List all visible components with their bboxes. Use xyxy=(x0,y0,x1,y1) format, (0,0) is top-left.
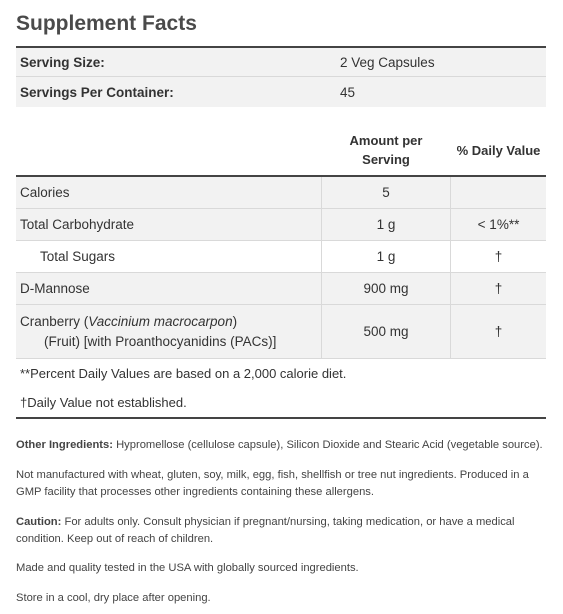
nutrient-amount: 900 mg xyxy=(321,273,451,304)
cranberry-name-line1 xyxy=(20,312,237,332)
allergen-statement: Not manufactured with wheat, gluten, soy, milk, egg, fish, shellfish or tree nut ingredients. Produced in a GMP facility that processes other ingredients containing these allergens. xyxy=(16,469,529,498)
nutrient-row-total-carbohydrate xyxy=(16,209,546,241)
nutrient-name xyxy=(20,305,325,358)
supplement-facts-title: Supplement Facts xyxy=(16,12,197,35)
caution-statement xyxy=(16,514,548,548)
made-in-usa-statement: Made and quality tested in the USA with globally sourced ingredients. xyxy=(16,562,359,574)
other-ingredients-text: Hypromellose (cellulose capsule), Silicon Dioxide and Stearic Acid (vegetable source). xyxy=(112,439,543,451)
other-ingredients xyxy=(16,437,548,454)
servings-per-container-label: Servings Per Container: xyxy=(20,84,174,100)
serving-size-value: 2 Veg Capsules xyxy=(340,54,435,70)
nutrient-row-cranberry xyxy=(16,305,546,359)
footnote-rule xyxy=(16,417,546,419)
serving-size-row xyxy=(16,48,546,77)
nutrient-dv: † xyxy=(494,281,503,296)
caution-text: For adults only. Consult physician if pregnant/nursing, taking medication, or have a medical condition. Keep out of reach of children. xyxy=(16,516,515,545)
nutrient-row-total-sugars xyxy=(16,241,546,273)
nutrient-row-d-mannose xyxy=(16,273,546,305)
nutrient-name: Total Sugars xyxy=(40,249,116,264)
cranberry-prefix: Cranberry ( xyxy=(20,313,89,329)
cranberry-suffix: ) xyxy=(232,313,238,329)
servings-per-container-row xyxy=(16,77,546,107)
serving-size-label: Serving Size: xyxy=(20,54,105,70)
servings-per-container-value: 45 xyxy=(340,84,356,100)
nutrient-name: Total Carbohydrate xyxy=(20,217,135,232)
nutrient-amount: 5 xyxy=(321,177,451,208)
nutrient-dv: † xyxy=(494,324,503,339)
nutrient-row-calories xyxy=(16,177,546,209)
cranberry-latin-name: Vaccinium macrocarpon xyxy=(88,313,233,329)
nutrient-dv xyxy=(451,177,546,208)
nutrient-name: Calories xyxy=(20,185,70,200)
amount-per-serving-header xyxy=(321,131,451,169)
storage-statement: Store in a cool, dry place after opening. xyxy=(16,592,211,604)
nutrient-amount: 1 g xyxy=(321,209,451,240)
nutrient-dv: † xyxy=(494,249,503,264)
amount-header-line2: Serving xyxy=(362,152,410,167)
caution-label: Caution: xyxy=(16,516,62,528)
other-ingredients-label: Other Ingredients: xyxy=(16,439,113,451)
daily-value-header: % Daily Value xyxy=(456,143,541,158)
nutrient-amount: 500 mg xyxy=(321,305,451,358)
nutrient-dv: < 1%** xyxy=(477,217,520,232)
nutrient-amount: 1 g xyxy=(321,241,451,272)
percent-dv-footnote: **Percent Daily Values are based on a 2,000 calorie diet. xyxy=(20,366,347,381)
dv-not-established-footnote: †Daily Value not established. xyxy=(20,395,187,410)
amount-header-line1: Amount per xyxy=(349,133,423,148)
cranberry-name-line2: (Fruit) [with Proanthocyanidins (PACs)] xyxy=(44,333,277,349)
nutrient-name: D-Mannose xyxy=(20,281,90,296)
